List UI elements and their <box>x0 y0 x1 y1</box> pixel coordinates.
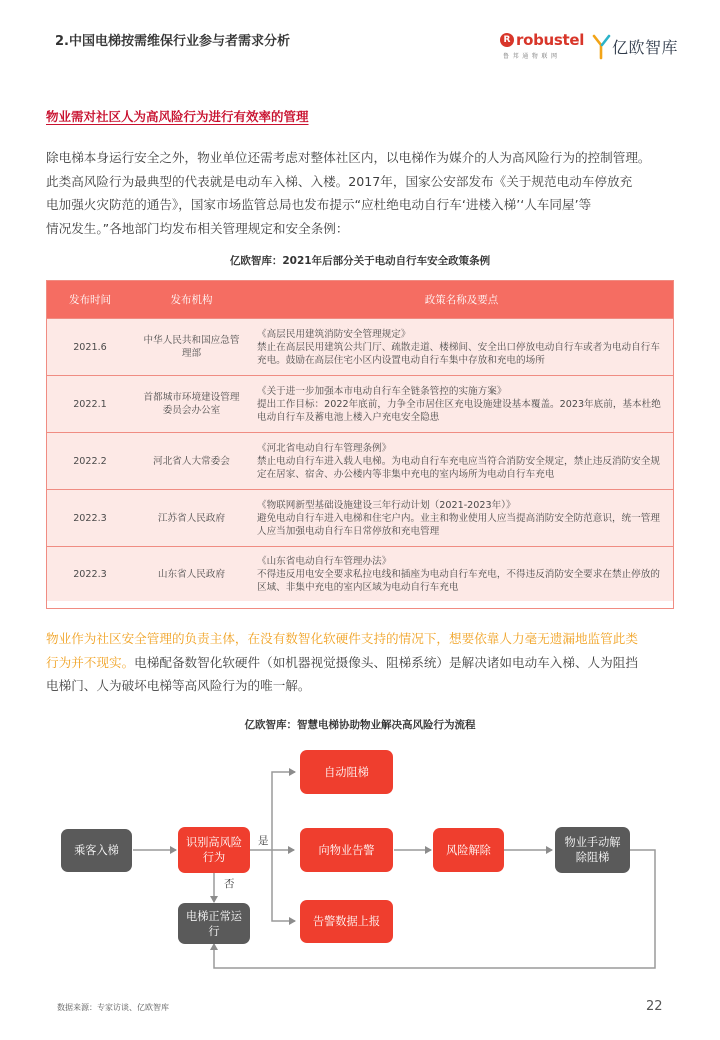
yes-label: 是 <box>258 835 269 847</box>
paragraph-line: 除电梯本身运行安全之外，物业单位还需考虑对整体社区内，以电梯作为媒介的人为高风险行为的控制管理。 <box>46 150 651 165</box>
node-elevator-normal: 电梯正常运行 <box>178 903 250 944</box>
paragraph-line: 电加强火灾防范的通告》，国家市场监管总局也发布提示“应杜绝电动自行车‘进楼入梯’‘人车同屋’等 <box>46 197 592 212</box>
robustel-logo-subtitle: 鲁邦通物联网 <box>503 53 561 60</box>
node-report-data: 告警数据上报 <box>300 900 393 943</box>
node-risk-resolved: 风险解除 <box>433 828 504 872</box>
yiou-logo-text: 亿欧智库 <box>612 38 679 57</box>
paragraph-line: 此类高风险行为最典型的代表就是电动车入梯、入楼。2017年，国家公安部发布《关于规范电动车停放充 <box>46 173 633 189</box>
node-identify-risk: 识别高风险行为 <box>178 827 250 873</box>
cell-org: 首都城市环境建设管理委员会办公室 <box>134 376 249 433</box>
section-heading: 物业需对社区人为高风险行为进行有效率的管理 <box>46 109 309 124</box>
arrow-to-auto-block <box>272 772 295 850</box>
highlight-text: 物业作为社区安全管理的负责主体，在没有数智化软硬件支持的情况下，想要依靠人力毫无遗漏地监管此类 <box>46 631 638 646</box>
policy-body: 避免电动自行车进入电梯和住宅户内。业主和物业使用人应当提高消防安全防范意识，统一管理人应当加强电动自行车日常停放和充电管理 <box>257 512 660 537</box>
cell-org: 河北省人大常委会 <box>134 433 249 490</box>
flow-caption: 亿欧智库：智慧电梯协助物业解决高风险行为流程 <box>244 719 476 731</box>
cell-org: 江苏省人民政府 <box>134 490 249 547</box>
column-header-date: 发布时间 <box>46 280 134 319</box>
page-number: 22 <box>646 999 663 1014</box>
cell-date: 2022.3 <box>46 547 134 602</box>
policy-title: 《高层民用建筑消防安全管理规定》 <box>257 328 411 340</box>
cell-org: 中华人民共和国应急管理部 <box>134 319 249 376</box>
column-header-policy: 政策名称及要点 <box>249 280 674 319</box>
node-passenger-enter: 乘客入梯 <box>61 829 132 872</box>
robustel-logo-word: robustel <box>516 31 585 49</box>
policy-title: 《河北省电动自行车管理条例》 <box>257 442 392 454</box>
cell-date: 2022.3 <box>46 490 134 547</box>
table-caption: 亿欧智库：2021年后部分关于电动自行车安全政策条例 <box>229 255 491 267</box>
policy-body: 提出工作目标：2022年底前，力争全市居住区充电设施建设基本覆盖。2023年底前，基本杜绝电动自行车及蓄电池上楼入户充电安全隐患 <box>257 398 661 423</box>
paragraph-line: 电梯门、人为破坏电梯等高风险行为的唯一解。 <box>46 678 311 693</box>
policy-title: 《关于进一步加强本市电动自行车全链条管控的实施方案》 <box>257 385 507 397</box>
node-manual-release: 物业手动解除阻梯 <box>555 827 630 873</box>
paragraph-line: 情况发生。”各地部门均发布相关管理规定和安全条例： <box>46 220 349 236</box>
policy-body: 禁止在高层民用建筑公共门厅、疏散走道、楼梯间、安全出口停放电动自行车或者为电动自行车充电。鼓励在高层住宅小区内设置电动自行车集中存放和充电的场所 <box>257 341 660 366</box>
arrow-to-report <box>272 850 295 921</box>
cell-date: 2021.6 <box>46 319 134 376</box>
policy-title: 《物联网新型基础设施建设三年行动计划（2021-2023年）》 <box>257 499 516 511</box>
cell-date: 2022.1 <box>46 376 134 433</box>
node-alert-property: 向物业告警 <box>300 828 393 872</box>
paragraph-line: 电梯配备数智化软硬件（如机器视觉摄像头、阻梯系统）是解决诸如电动车入梯、人为阻挡 <box>134 654 638 670</box>
page-header-title: 2.中国电梯按需维保行业参与者需求分析 <box>55 34 290 49</box>
policy-body: 禁止电动自行车进入载人电梯。为电动自行车充电应当符合消防安全规定，禁止违反消防安全规定在居家、宿舍、办公楼内等非集中充电的室内场所为电动自行车充电 <box>257 455 660 480</box>
cell-date: 2022.2 <box>46 433 134 490</box>
data-source-note: 数据来源：专家访谈、亿欧智库 <box>57 1003 169 1012</box>
node-auto-block: 自动阻梯 <box>300 750 393 794</box>
robustel-logo-icon: R <box>500 33 514 47</box>
policy-title: 《山东省电动自行车管理办法》 <box>257 555 392 567</box>
no-label: 否 <box>224 878 235 890</box>
policy-body: 不得违反用电安全要求私拉电线和插座为电动自行车充电，不得违反消防安全要求在禁止停放的区域、非集中充电的室内区域为电动自行车充电 <box>257 568 660 593</box>
cell-org: 山东省人民政府 <box>134 547 249 602</box>
highlight-text: 行为并不现实。 <box>46 654 135 670</box>
column-header-org: 发布机构 <box>134 280 249 319</box>
